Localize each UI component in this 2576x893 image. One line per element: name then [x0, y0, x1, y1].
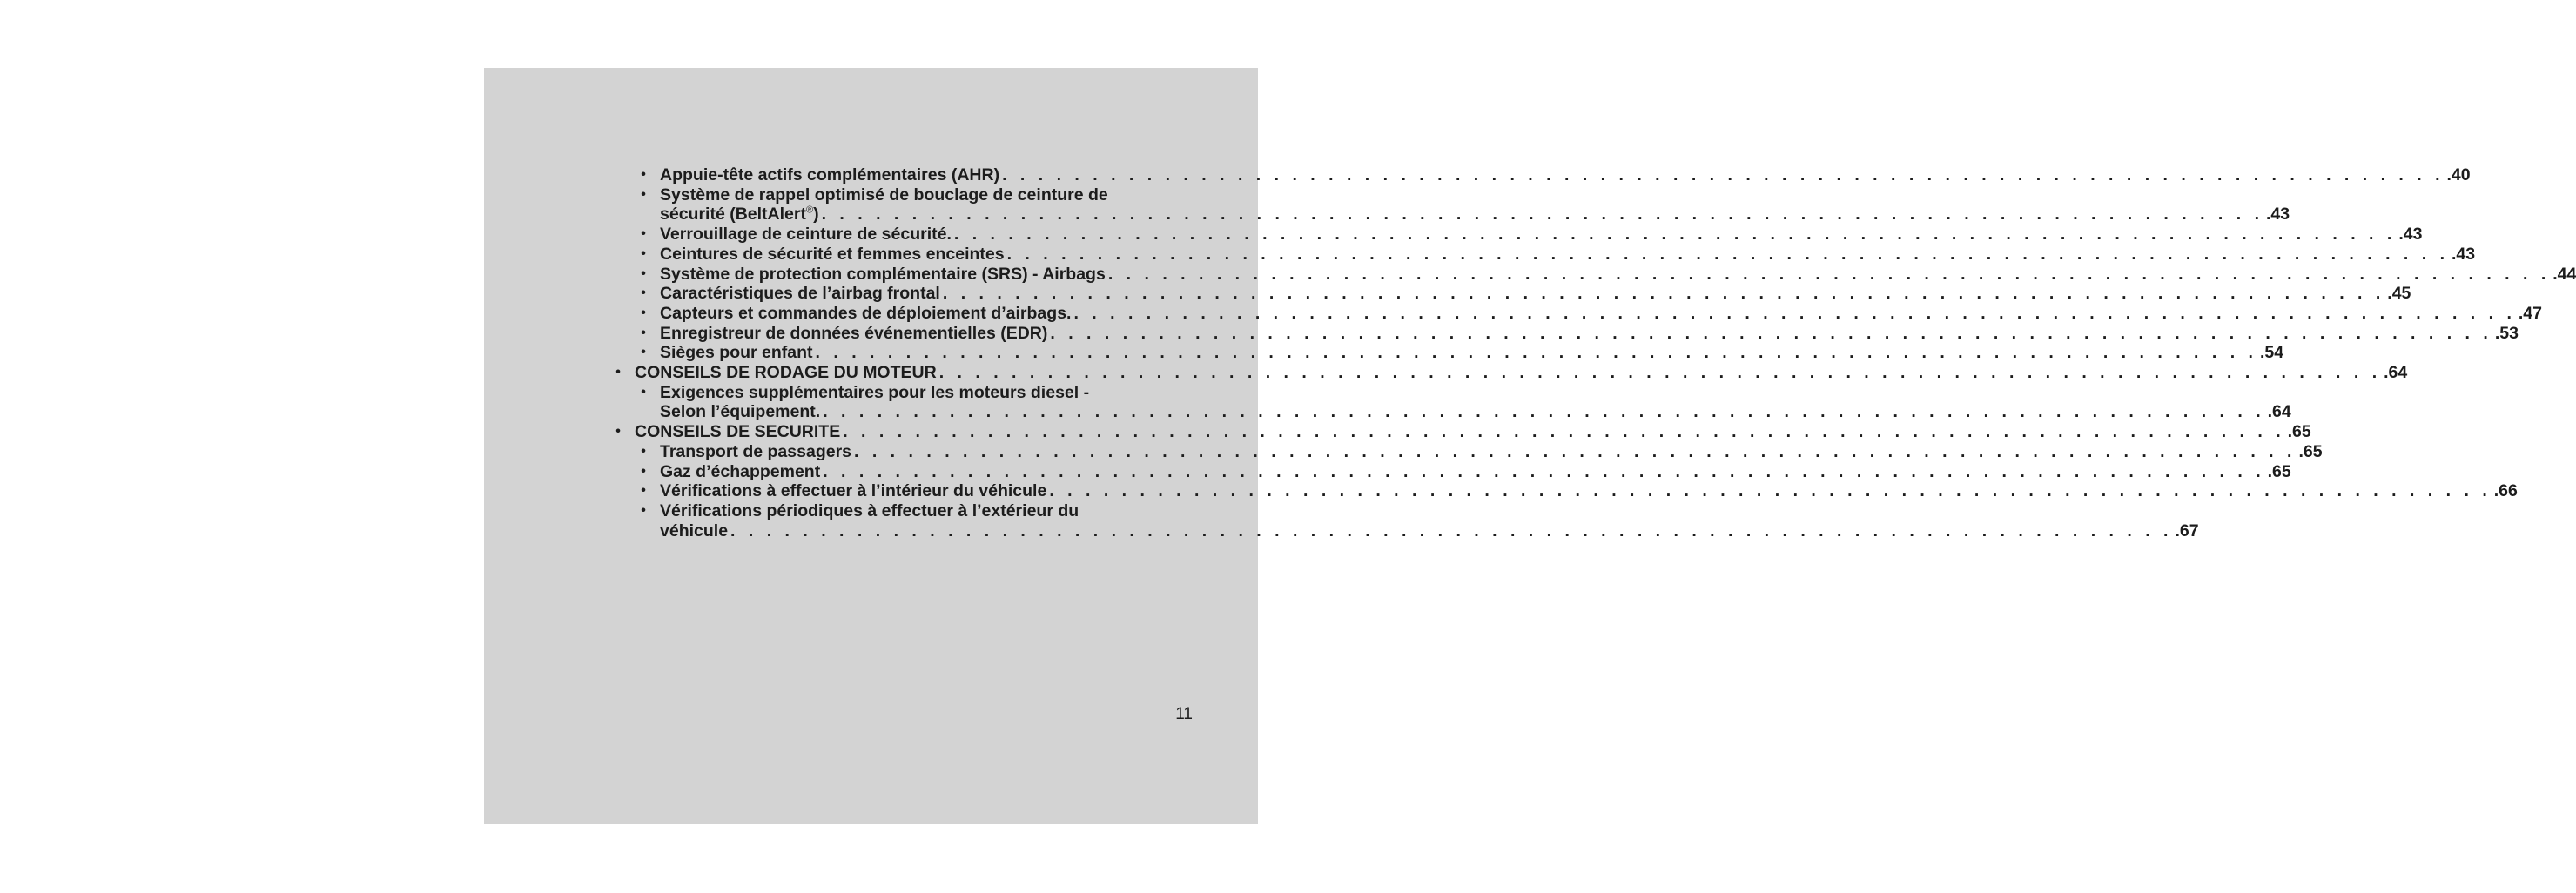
bullet-icon: • [641, 483, 646, 499]
dot-leader: . . . . . . . . . . . . . . . . . . . . . . . . . . . . . . . . . . . . . . . . . . . . . . . . . . . . . . . . . . . . . . . . . . . . . . . . . . . . . . . . [843, 422, 2285, 442]
toc-entry[interactable] [609, 422, 2311, 442]
bullet-icon: • [615, 365, 621, 380]
bullet-icon: • [641, 265, 646, 281]
bullet-icon: • [641, 463, 646, 479]
toc-entry[interactable] [609, 500, 2199, 540]
toc-page-number: .43 [2452, 244, 2476, 264]
page-number: 11 [1175, 705, 1193, 723]
toc-page-number: .66 [2493, 481, 2518, 501]
dot-leader: . . . . . . . . . . . . . . . . . . . . . . . . . . . . . . . . . . . . . . . . . . . . . . . . . . . . . . . . . . . . . . . . . . . . . . . . . . . . . . . . [1002, 165, 2445, 185]
dot-leader: . . . . . . . . . . . . . . . . . . . . . . . . . . . . . . . . . . . . . . . . . . . . . . . . . . . . . . . . . . . . . . . . . . . . . . . . . . . . . . . . [823, 402, 2265, 422]
toc-entry-title: Système de protection complémentaire (SRS) - Airbags [660, 264, 1106, 284]
toc-entry[interactable] [609, 244, 2476, 265]
bullet-icon: • [641, 226, 646, 242]
bullet-icon: • [641, 384, 646, 400]
dot-leader: . . . . . . . . . . . . . . . . . . . . . . . . . . . . . . . . . . . . . . . . . . . . . . . . . . . . . . . . . . . . . . . . . . . . . . . . . . . . . . . . [1049, 481, 2492, 501]
dot-leader: . . . . . . . . . . . . . . . . . . . . . . . . . . . . . . . . . . . . . . . . . . . . . . . . . . . . . . . . . . . . . . . . . . . . . . . . . . . . . . . . [1006, 244, 2450, 264]
toc-page-number: .54 [2259, 343, 2284, 363]
toc-entry-title: Sièges pour enfant [660, 343, 813, 363]
toc-page-number: .44 [2552, 264, 2576, 284]
toc-page-number: .53 [2494, 323, 2519, 343]
bullet-icon: • [641, 245, 646, 261]
toc-page-number: .43 [2398, 225, 2423, 245]
toc-entry-title: Capteurs et commandes de déploiement d’airbags. [660, 303, 1072, 323]
dot-leader: . . . . . . . . . . . . . . . . . . . . . . . . . . . . . . . . . . . . . . . . . . . . . . . . . . . . . . . . . . . . . . . . . . . . . . . . . . . . . . . . [730, 520, 2173, 540]
dot-leader: . . . . . . . . . . . . . . . . . . . . . . . . . . . . . . . . . . . . . . . . . . . . . . . . . . . . . . . . . . . . . . . . . . . . . . . . . . . . . . . . [821, 205, 2263, 225]
bullet-icon: • [641, 186, 646, 202]
toc-entry-title: CONSEILS DE RODAGE DU MOTEUR [635, 363, 937, 383]
toc-entry-title: véhicule [660, 520, 729, 540]
registered-mark: ® [805, 205, 814, 216]
toc-entry-title: Selon l’équipement. [660, 402, 821, 422]
toc-page-number: .43 [2266, 205, 2290, 225]
dot-leader: . . . . . . . . . . . . . . . . . . . . . . . . . . . . . . . . . . . . . . . . . . . . . . . . . . . . . . . . . . . . . . . . . . . . . . . . . . . . . . . . [938, 363, 2382, 383]
dot-leader: . . . . . . . . . . . . . . . . . . . . . . . . . . . . . . . . . . . . . . . . . . . . . . . . . . . . . . . . . . . . . . . . . . . . . . . . . . . . . . . . [815, 343, 2257, 363]
bullet-icon: • [641, 325, 646, 340]
toc-entry[interactable] [609, 323, 2519, 344]
toc-entry[interactable] [609, 363, 2408, 383]
bullet-icon: • [641, 167, 646, 182]
toc-entry-title: Enregistreur de données événementielles (EDR) [660, 323, 1048, 343]
toc-entry[interactable] [609, 225, 2423, 245]
toc-page-number: .47 [2518, 303, 2542, 323]
toc-entry-title: sécurité (BeltAlert®) [660, 205, 819, 225]
toc-page-number: .65 [2267, 461, 2291, 481]
toc-entry[interactable] [609, 185, 2290, 225]
dot-leader: . . . . . . . . . . . . . . . . . . . . . . . . . . . . . . . . . . . . . . . . . . . . . . . . . . . . . . . . . . . . . . . . . . . . . . . . . . . . . . . . [1050, 323, 2492, 343]
dot-leader: . . . . . . . . . . . . . . . . . . . . . . . . . . . . . . . . . . . . . . . . . . . . . . . . . . . . . . . . . . . . . . . . . . . . . . . . . . . . . . . . [942, 284, 2385, 304]
bullet-icon: • [641, 502, 646, 518]
toc-page-number: .65 [2287, 422, 2311, 442]
toc-entry-title-line: Système de rappel optimisé de bouclage de ceinture de [660, 185, 1108, 205]
bullet-icon: • [641, 305, 646, 320]
toc-entry-title-line: Vérifications périodiques à effectuer à l’extérieur du [660, 500, 1079, 520]
toc-page-number: .45 [2387, 284, 2411, 304]
toc-entry-title: Vérifications à effectuer à l’intérieur du véhicule [660, 481, 1047, 501]
table-of-contents [609, 165, 2576, 540]
dot-leader: . . . . . . . . . . . . . . . . . . . . . . . . . . . . . . . . . . . . . . . . . . . . . . . . . . . . . . . . . . . . . . . . . . . . . . . . . . . . . . . . [953, 225, 2397, 245]
bullet-icon: • [641, 443, 646, 459]
toc-entry[interactable] [609, 343, 2284, 363]
dot-leader: . . . . . . . . . . . . . . . . . . . . . . . . . . . . . . . . . . . . . . . . . . . . . . . . . . . . . . . . . . . . . . . . . . . . . . . . . . . . . . . . [854, 441, 2297, 461]
toc-entry-title: Ceintures de sécurité et femmes enceintes [660, 244, 1005, 264]
toc-entry[interactable] [609, 264, 2576, 285]
toc-page-number: .67 [2175, 520, 2199, 540]
toc-entry[interactable] [609, 303, 2542, 324]
toc-entry-title: Caractéristiques de l’airbag frontal [660, 284, 940, 304]
dot-leader: . . . . . . . . . . . . . . . . . . . . . . . . . . . . . . . . . . . . . . . . . . . . . . . . . . . . . . . . . . . . . . . . . . . . . . . . . . . . . . . . [1073, 303, 2516, 323]
toc-entry-title-line: Exigences supplémentaires pour les moteurs diesel - [660, 382, 1090, 402]
dot-leader: . . . . . . . . . . . . . . . . . . . . . . . . . . . . . . . . . . . . . . . . . . . . . . . . . . . . . . . . . . . . . . . . . . . . . . . . . . . . . . . . [823, 461, 2265, 481]
toc-page-number: .40 [2446, 165, 2471, 185]
toc-entry-title: Verrouillage de ceinture de sécurité. [660, 225, 952, 245]
toc-entry[interactable] [609, 382, 2291, 422]
toc-entry-title: CONSEILS DE SECURITE [635, 422, 841, 442]
toc-page-number: .64 [2267, 402, 2291, 422]
toc-entry[interactable] [609, 165, 2471, 185]
toc-entry[interactable] [609, 461, 2291, 482]
toc-entry[interactable] [609, 481, 2518, 501]
bullet-icon: • [615, 424, 621, 440]
toc-entry[interactable] [609, 284, 2411, 304]
toc-entry-title: Transport de passagers [660, 441, 852, 461]
bullet-icon: • [641, 285, 646, 301]
toc-entry[interactable] [609, 441, 2323, 462]
toc-entry-title: Appuie-tête actifs complémentaires (AHR) [660, 165, 1000, 185]
toc-page-number: .64 [2384, 363, 2408, 383]
toc-page-number: .65 [2298, 441, 2323, 461]
toc-entry-title: Gaz d’échappement [660, 461, 821, 481]
bullet-icon: • [641, 345, 646, 360]
dot-leader: . . . . . . . . . . . . . . . . . . . . . . . . . . . . . . . . . . . . . . . . . . . . . . . . . . . . . . . . . . . . . . . . . . . . . . . . . . . . . . . . [1107, 264, 2551, 284]
